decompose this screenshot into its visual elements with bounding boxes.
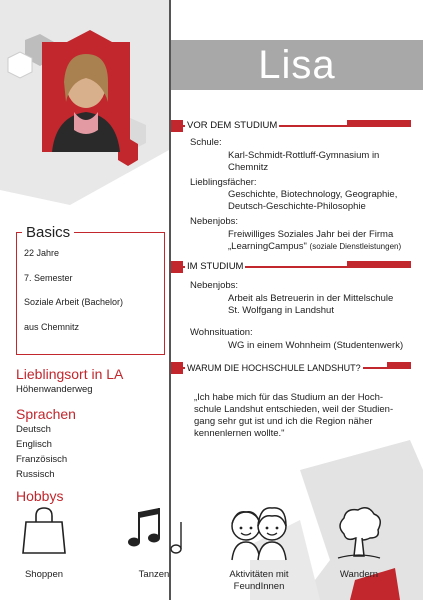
nebenjobs-vor-value-1: Freiwilliges Soziales Jahr bei der Firma — [228, 229, 394, 240]
basics-item: aus Chemnitz — [24, 322, 80, 332]
sprachen-title: Sprachen — [16, 406, 76, 422]
wohn-value: WG in einem Wohnheim (Studentenwerk) — [228, 340, 404, 351]
section-heading-vor: VOR DEM STUDIUM — [171, 119, 411, 133]
nebenjobs-vor-value-2: „LearningCampus" (soziale Dienstleistungen) — [228, 241, 402, 252]
sprachen-item: Deutsch — [16, 424, 51, 435]
faecher-label: Lieblingsfächer: — [190, 177, 257, 188]
quote-line-3: gang sehr gut ist und ich die Region näher — [194, 416, 373, 427]
basics-title: Basics — [22, 224, 74, 241]
tree-icon — [334, 504, 384, 560]
music-notes-icon — [126, 506, 186, 556]
faecher-value-2: Deutsch-Geschichte-Philosophie — [228, 201, 366, 212]
nebenjobs-im-label: Nebenjobs: — [190, 280, 239, 291]
nebenjobs-im-value-2: St. Wolfgang in Landshut — [228, 305, 334, 316]
friends-icon — [226, 500, 292, 562]
sprachen-item: Englisch — [16, 439, 52, 450]
lieblingsort-title: Lieblingsort in LA — [16, 366, 124, 382]
white-hexagon — [8, 52, 32, 78]
hobby-label-tanzen: Tanzen — [138, 569, 170, 580]
hobby-label-wandern: Wandern — [339, 569, 379, 580]
basics-box — [16, 232, 165, 355]
hobby-label-aktivitaeten-1: Aktivitäten mit — [229, 569, 289, 580]
basics-item: Soziale Arbeit (Bachelor) — [24, 297, 124, 307]
hobbys-title: Hobbys — [16, 488, 64, 504]
faecher-value-1: Geschichte, Biotechnology, Geographie, — [228, 189, 398, 200]
basics-item: 22 Jahre — [24, 248, 60, 258]
quote-line-2: schule Landshut entschieden, weil der Studien- — [194, 404, 394, 415]
person-name: Lisa — [258, 42, 336, 87]
basics-item: 7. Semester — [24, 273, 73, 283]
sprachen-item: Russisch — [16, 469, 55, 480]
name-banner — [171, 40, 423, 90]
schule-value-2: Chemnitz — [228, 162, 269, 173]
hobby-label-aktivitaeten-2: FeundInnen — [233, 581, 285, 592]
schule-value-1: Karl-Schmidt-Rottluff-Gymnasium in — [228, 150, 380, 161]
hobby-label-shoppen: Shoppen — [24, 569, 64, 580]
section-heading-im: IM STUDIUM — [171, 260, 411, 274]
section-heading-warum: WARUM DIE HOCHSCHULE LANDSHUT? — [171, 361, 411, 375]
sprachen-item: Französisch — [16, 454, 68, 465]
wohn-label: Wohnsituation: — [190, 327, 253, 338]
portrait-photo — [42, 42, 130, 152]
shopping-bag-icon — [20, 506, 68, 556]
lieblingsort-value: Höhenwanderweg — [16, 384, 93, 395]
nebenjobs-vor-label: Nebenjobs: — [190, 216, 239, 227]
quote-line-1: „Ich habe mich für das Studium an der Hoch- — [194, 392, 384, 403]
quote-line-4: kennenlernen wollte." — [194, 428, 285, 439]
nebenjobs-im-value-1: Arbeit als Betreuerin in der Mittelschule — [228, 293, 394, 304]
schule-label: Schule: — [190, 137, 222, 148]
